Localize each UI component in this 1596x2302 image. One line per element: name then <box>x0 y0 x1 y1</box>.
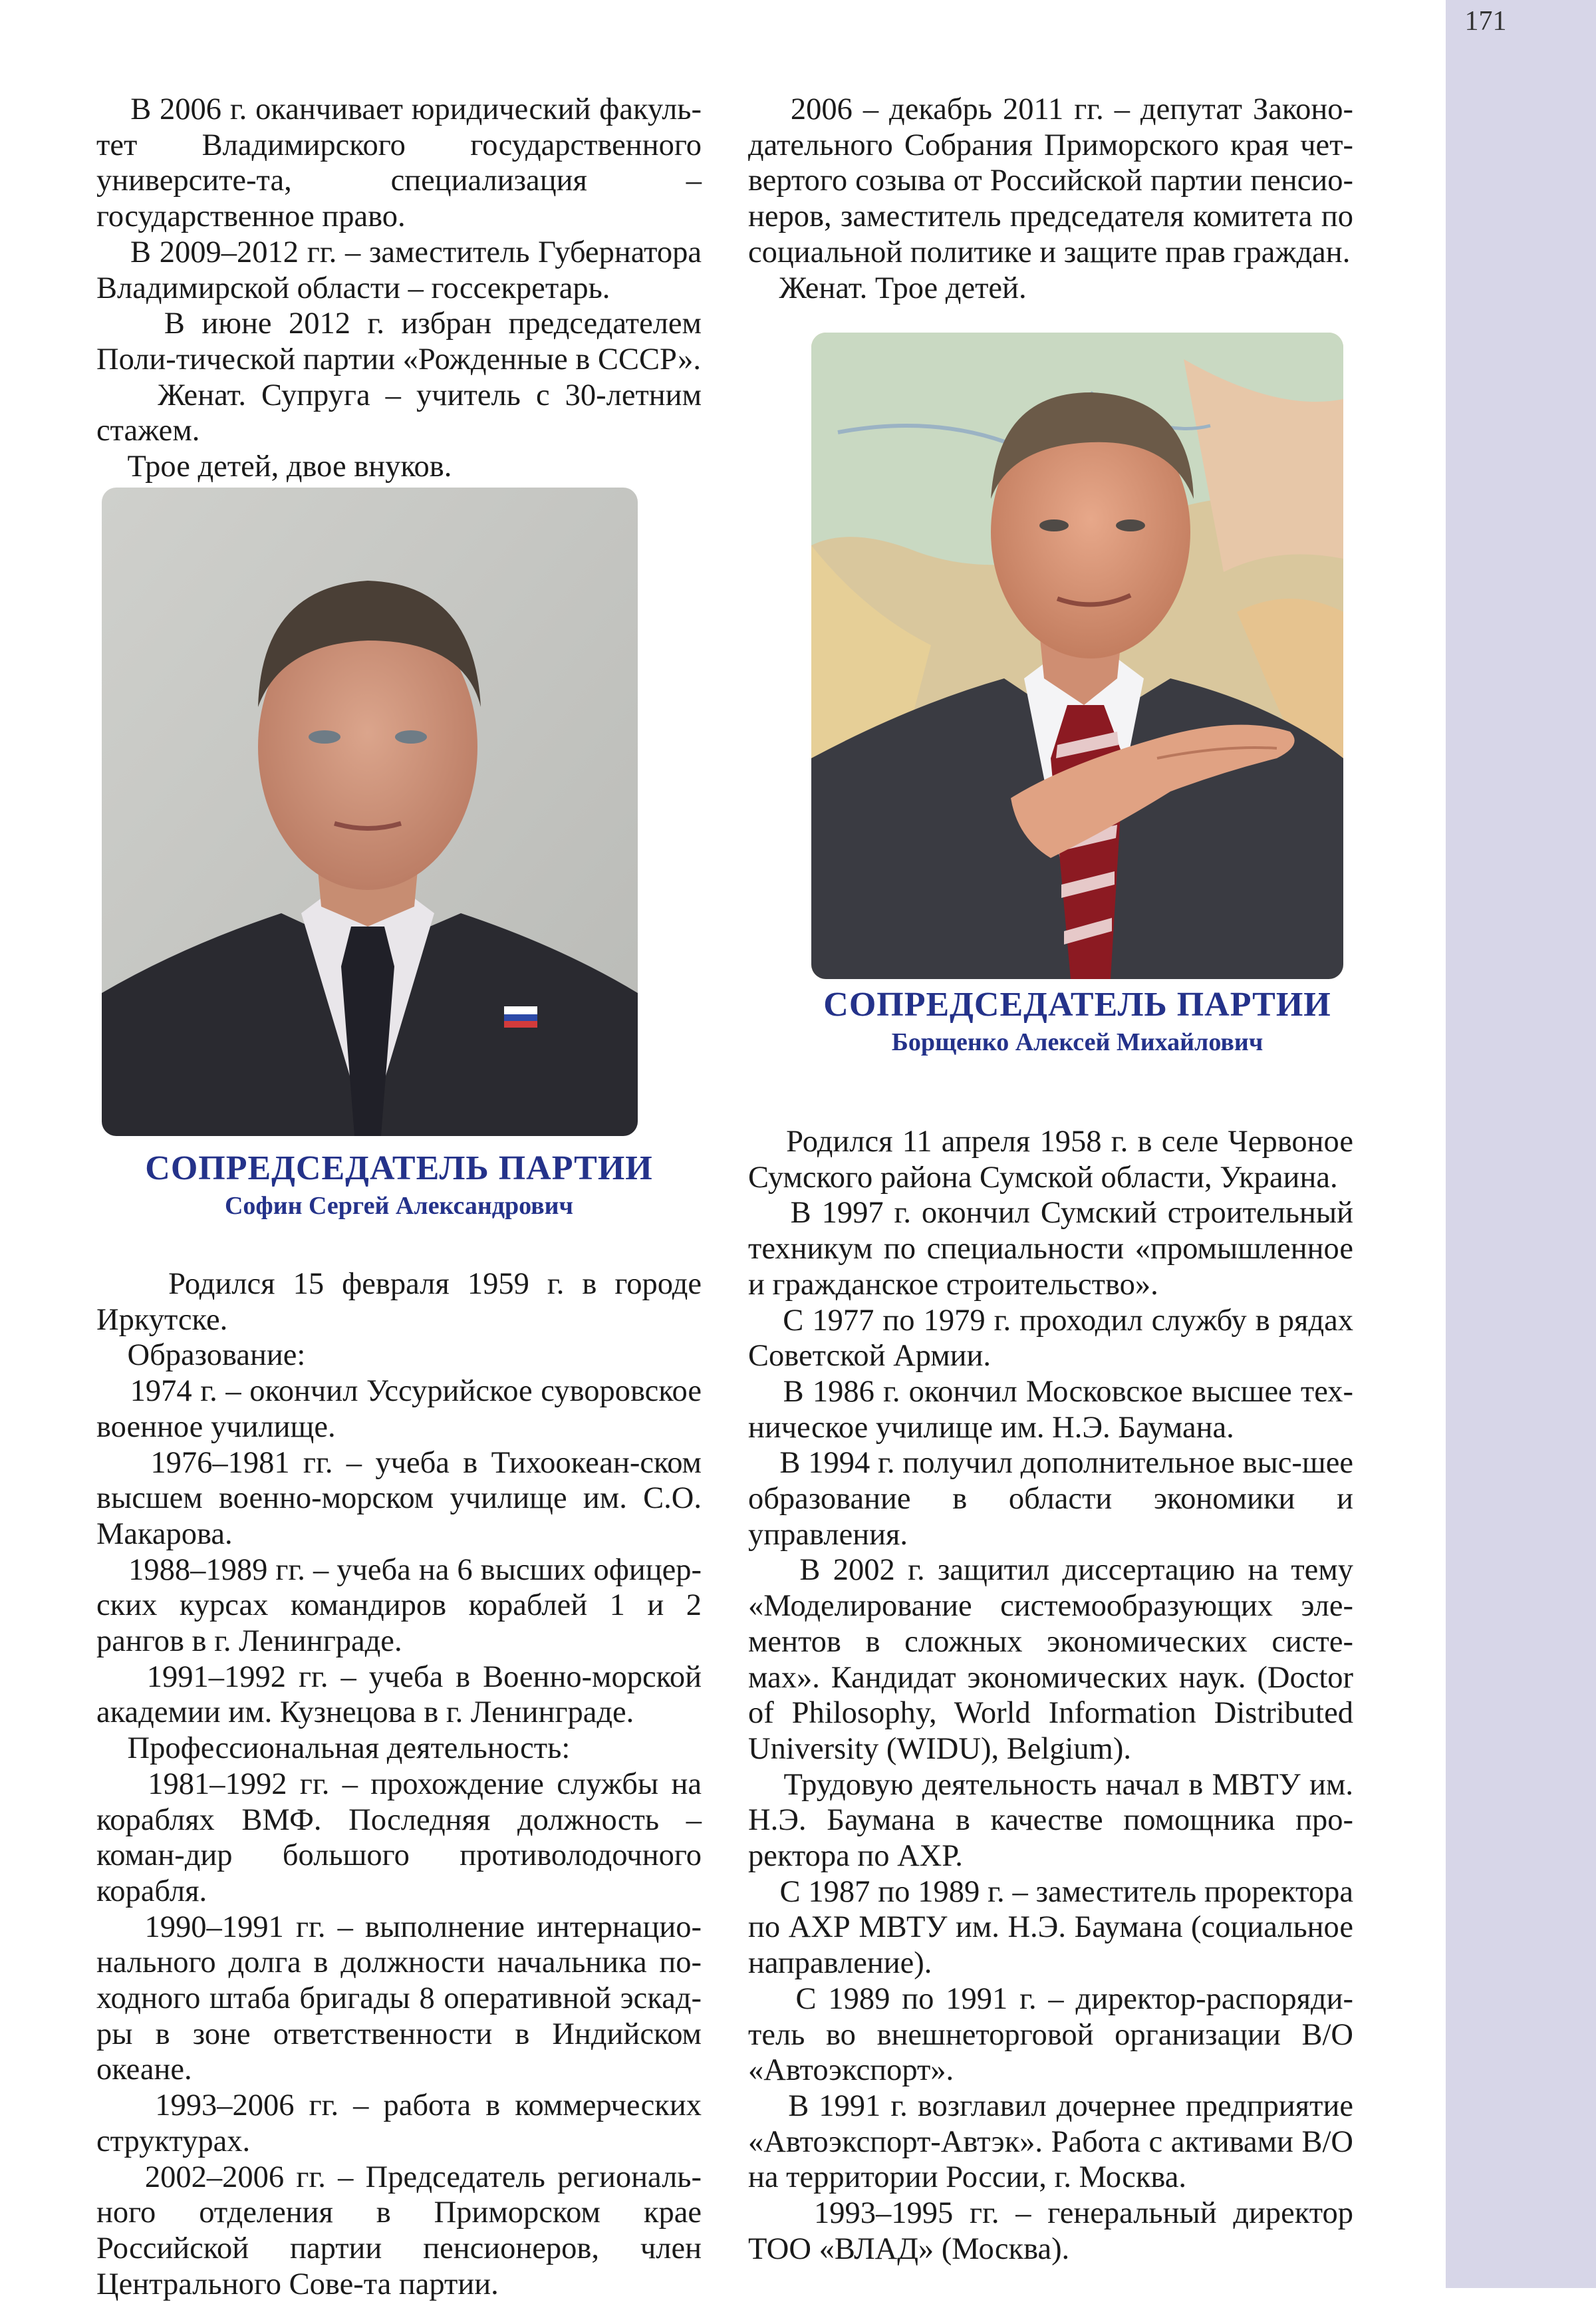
left-bio-text <box>96 1266 702 2302</box>
paragraph: 2006 – декабрь 2011 гг. – депутат Законо-дательного Собрания Приморского края чет-вертого созыва от Российской партии пенсио-неров, заместитель председателя комитета по социальной политике и защите прав граждан. <box>748 92 1353 269</box>
heading-role: СОПРЕДСЕДАТЕЛЬ ПАРТИИ <box>823 986 1331 1024</box>
paragraph: В 1997 г. окончил Сумский строительный техникум по специальности «промышленное и гражданское строительство». <box>748 1196 1353 1302</box>
paragraph: 1990–1991 гг. – выполнение интернацио-нального долга в должности начальника по-ходного штаба бригады 8 оперативной эскад-ры в зоне ответственности в Индийском океане. <box>96 1910 702 2087</box>
paragraph: 1976–1981 гг. – учеба в Тихоокеан-ском высшем военно-морском училище им. С.О. Макарова. <box>96 1445 702 1551</box>
paragraph: Трудовую деятельность начал в МВТУ им. Н.Э. Баумана в качестве помощника про-ректора по АХР. <box>748 1767 1353 1874</box>
paragraph: Родился 15 февраля 1959 г. в городе Иркутске. <box>96 1267 702 1337</box>
paragraph: Родился 11 апреля 1958 г. в селе Червоное Сумского района Сумской области, Украина. <box>748 1125 1353 1195</box>
paragraph: Образование: <box>96 1338 306 1373</box>
heading-name: Борщенко Алексей Михайлович <box>891 1028 1264 1056</box>
paragraph: 1981–1992 гг. – прохождение службы на кораблях ВМФ. Последняя должность – коман-дир большого противолодочного корабля. <box>96 1767 702 1908</box>
paragraph: 1988–1989 гг. – учеба на 6 высших офицер-ских курсах командиров кораблей 1 и 2 рангов в г. Ленинграде. <box>96 1552 702 1659</box>
right-bio-text <box>748 1124 1353 2267</box>
paragraph: Женат. Трое детей. <box>748 271 1027 305</box>
paragraph: В 2002 г. защитил диссертацию на тему «Моделирование системообразующих эле-ментов в сложных экономических систе-мах». Кандидат экономических наук. (Doctor of Philosophy, World Information Distributed University (WIDU), Belgium). <box>748 1553 1353 1766</box>
paragraph: В июне 2012 г. избран председателем Поли-тической партии «Рожденные в СССР». <box>96 307 702 376</box>
paragraph: В 1991 г. возглавил дочернее предприятие «Автоэкспорт-Автэк». Работа с активами В/О на территории России, г. Москва. <box>748 2088 1353 2195</box>
heading-sofin <box>96 1148 702 1223</box>
heading-borshchenko <box>811 984 1343 1059</box>
paragraph: 2002–2006 гг. – Председатель региональ-ного отделения в Приморском крае Российской партии пенсионеров, член Центрального Сове-та партии. <box>96 2160 702 2301</box>
paragraph: 1993–2006 гг. – работа в коммерческих структурах. <box>96 2088 702 2158</box>
left-top-text <box>96 92 702 485</box>
paragraph: С 1989 по 1991 г. – директор-распоряди-тель во внешнеторговой организации В/О «Автоэкспорт». <box>748 1981 1353 2088</box>
portrait-photo-borshchenko <box>811 333 1343 979</box>
paragraph: 1991–1992 гг. – учеба в Военно-морской академии им. Кузнецова в г. Ленинграде. <box>96 1659 702 1730</box>
paragraph: В 2009–2012 гг. – заместитель Губернатора Владимирской области – госсекретарь. <box>96 235 702 305</box>
paragraph: С 1977 по 1979 г. проходил службу в рядах Советской Армии. <box>748 1303 1353 1373</box>
paragraph: В 2006 г. оканчивает юридический факуль-тет Владимирского государственного университе-та, специализация – государственное право. <box>96 92 702 234</box>
paragraph: 1993–1995 гг. – генеральный директор ТОО «ВЛАД» (Москва). <box>748 2196 1353 2266</box>
paragraph: Женат. Супруга – учитель с 30-летним стажем. <box>96 378 702 448</box>
paragraph: С 1987 по 1989 г. – заместитель проректора по АХР МВТУ им. Н.Э. Баумана (социальное направление). <box>748 1874 1353 1981</box>
right-top-text <box>748 92 1353 306</box>
paragraph: Профессиональная деятельность: <box>96 1731 571 1766</box>
heading-name: Софин Сергей Александрович <box>224 1192 573 1220</box>
paragraph: 1974 г. – окончил Уссурийское суворовское военное училище. <box>96 1374 702 1444</box>
page-number: 171 <box>1464 6 1507 37</box>
portrait-image <box>102 488 638 1136</box>
heading-role: СОПРЕДСЕДАТЕЛЬ ПАРТИИ <box>145 1149 653 1187</box>
portrait-photo-sofin <box>102 488 638 1136</box>
paragraph: В 1994 г. получил дополнительное выс-шее образование в области экономики и управления. <box>748 1446 1353 1552</box>
page-sidebar-band <box>1446 0 1596 2288</box>
paragraph: В 1986 г. окончил Московское высшее тех-ническое училище им. Н.Э. Баумана. <box>748 1374 1353 1445</box>
paragraph: Трое детей, двое внуков. <box>96 450 452 484</box>
portrait-image <box>811 333 1343 979</box>
